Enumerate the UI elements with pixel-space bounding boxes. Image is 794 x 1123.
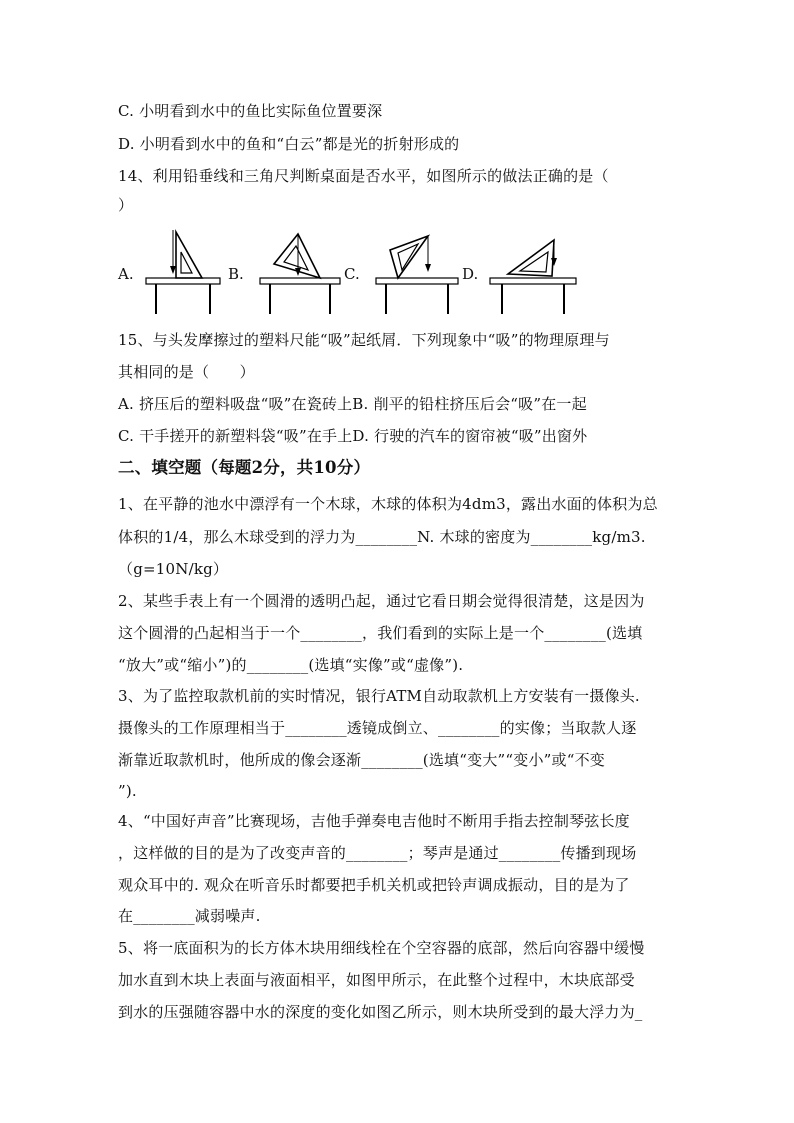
f1-line1: 1、在平静的池水中漂浮有一个木球，木球的体积为4dm3，露出水面的体积为总 [118,495,658,513]
f4-line1: 4、“中国好声音”比赛现场，吉他手弹奏电吉他时不断用手指去控制琴弦长度 [118,812,630,830]
section2-title: 二、填空题（每题2分，共10分） [118,458,371,477]
q14-label-c: C. [344,265,360,283]
q14-stem-line1: 14、利用铅垂线和三角尺判断桌面是否水平，如图所示的做法正确的是（ [118,167,609,185]
f2-line2: 这个圆滑的凸起相当于一个________，我们看到的实际上是一个________(选填 [118,624,643,642]
q13-option-d: D. 小明看到水中的鱼和“白云”都是光的折射形成的 [118,135,460,153]
f5-line3: 到水的压强随容器中水的深度的变化如图乙所示，则木块所受到的最大浮力为_ [118,1003,643,1021]
f3-line4: ”). [118,782,137,800]
q15-options-ab: A. 挤压后的塑料吸盘“吸”在瓷砖上B. 削平的铅柱挤压后会“吸”在一起 [118,395,587,413]
f5-line1: 5、将一底面积为的长方体木块用细线栓在个空容器的底部，然后向容器中缓慢 [118,939,645,957]
figure-d-tilted-triangle [486,226,582,316]
q13-option-c: C. 小明看到水中的鱼比实际鱼位置要深 [118,102,383,120]
q14-stem-line2: ） [118,196,134,214]
f3-line2: 摄像头的工作原理相当于________透镜成倒立、________的实像；当取款人逐 [118,719,637,737]
figure-a-vertical-triangle [140,226,226,316]
f4-line2: ，这样做的目的是为了改变声音的________；琴声是通过________传播到现场 [118,844,637,862]
f1-line2: 体积的1/4，那么木球受到的浮力为________N. 木球的密度为________kg/m3. [118,528,646,546]
q14-label-d: D. [462,265,479,283]
f4-line3: 观众耳中的. 观众在听音乐时都要把手机关机或把铃声调成振动，目的是为了 [118,876,630,894]
f4-line4: 在________减弱噪声. [118,907,261,925]
figure-c-tilted-triangle [372,226,464,316]
f2-line3: “放大”或“缩小”)的________(选填“实像”或“虚像”). [118,656,464,674]
f1-line3: （g=10N/kg） [118,560,229,578]
f3-line1: 3、为了监控取款机前的实时情况，银行ATM自动取款机上方安装有一摄像头. [118,687,640,705]
f5-line2: 加水直到木块上表面与液面相平，如图甲所示，在此整个过程中，木块底部受 [118,971,635,989]
q14-figure-row [118,226,598,316]
figure-b-apex-triangle [256,226,346,316]
q15-options-cd: C. 干手搓开的新塑料袋“吸”在手上D. 行驶的汽车的窗帘被“吸”出窗外 [118,427,588,445]
q14-label-a: A. [118,265,134,283]
f3-line3: 渐靠近取款机时，他所成的像会逐渐________(选填“变大”“变小”或“不变 [118,751,605,769]
q14-label-b: B. [228,265,244,283]
f2-line1: 2、某些手表上有一个圆滑的透明凸起，通过它看日期会觉得很清楚，这是因为 [118,592,645,610]
q15-stem-line1: 15、与头发摩擦过的塑料尺能“吸”起纸屑．下列现象中“吸”的物理原理与 [118,331,610,349]
q15-stem-line2: 其相同的是（ ） [118,363,255,381]
